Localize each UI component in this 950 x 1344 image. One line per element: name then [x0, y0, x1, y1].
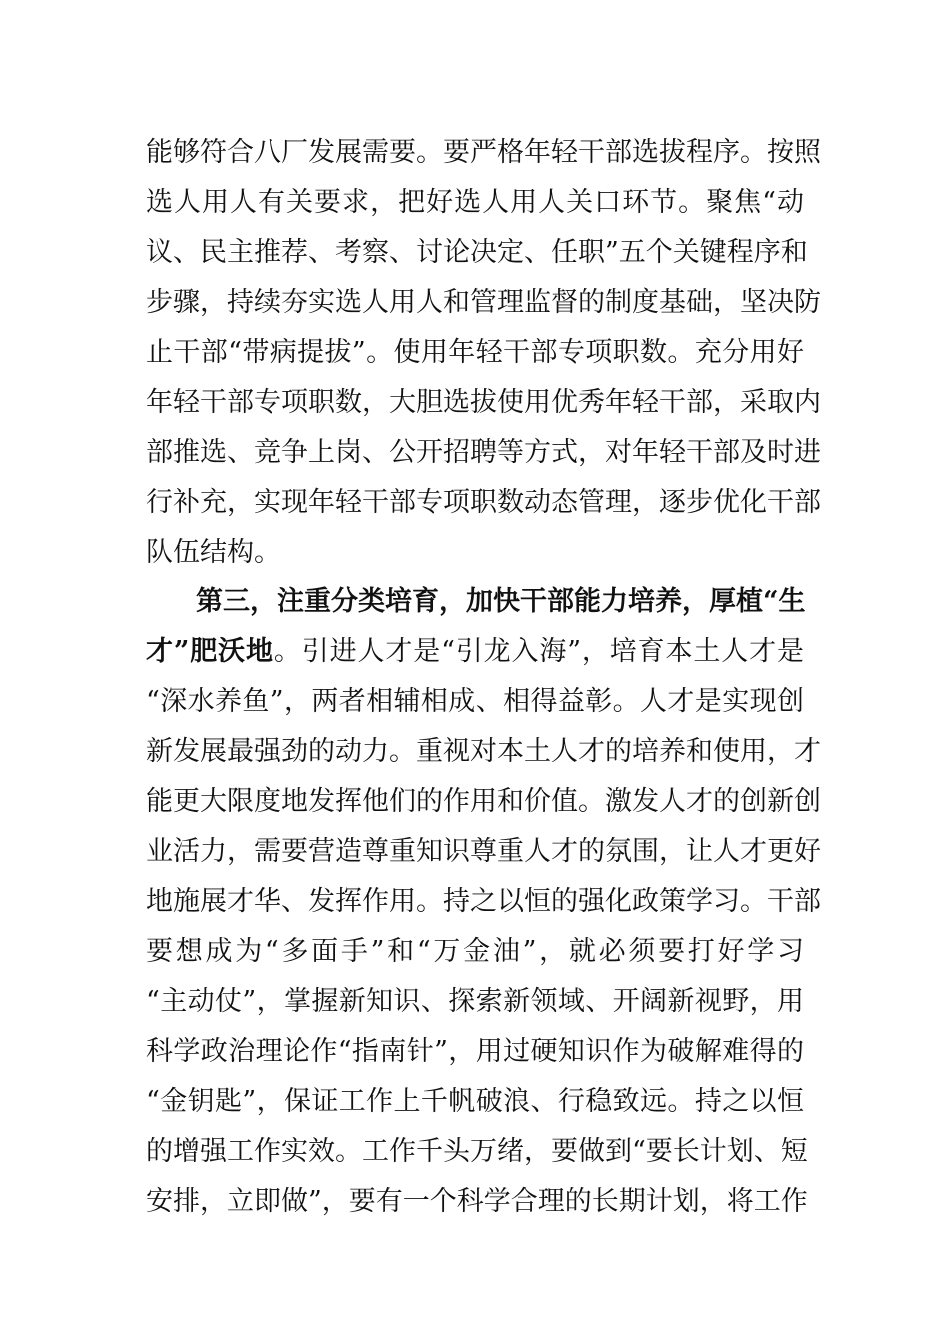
section-heading-end: 才”肥沃地	[146, 636, 274, 667]
text-line: 部推选、竞争上岗、公开招聘等方式，对年轻干部及时进	[146, 437, 821, 468]
text-line: “金钥匙”，保证工作上千帆破浪、行稳致远。持之以恒	[146, 1086, 804, 1117]
text-line: 要想成为“多面手”和“万金油”，就必须要打好学习	[146, 936, 804, 967]
text-line: 安排，立即做”，要有一个科学合理的长期计划，将工作	[146, 1186, 808, 1217]
text-line: 行补充，实现年轻干部专项职数动态管理，逐步优化干部	[146, 487, 821, 518]
text-line: 议、民主推荐、考察、讨论决定、任职”五个关键程序和	[146, 237, 808, 268]
text-line: 止干部“带病提拔”。使用年轻干部专项职数。充分用好	[146, 337, 804, 368]
text-line: 队伍结构。	[146, 537, 281, 568]
text-line: 能够符合八厂发展需要。要严格年轻干部选拔程序。按照	[146, 137, 821, 168]
text-line: 新发展最强劲的动力。重视对本土人才的培养和使用，才	[146, 736, 821, 767]
text-line: “深水养鱼”，两者相辅相成、相得益彰。人才是实现创	[146, 686, 804, 717]
section-heading: 第三，注重分类培育，加快干部能力培养，厚植“生	[196, 586, 806, 617]
text-line: “主动仗”，掌握新知识、探索新领域、开阔新视野，用	[146, 986, 804, 1017]
text-line: 业活力，需要营造尊重知识尊重人才的氛围，让人才更好	[146, 836, 821, 867]
text-line: 步骤，持续夯实选人用人和管理监督的制度基础，坚决防	[146, 287, 821, 318]
text-line: 地施展才华、发挥作用。持之以恒的强化政策学习。干部	[146, 886, 821, 917]
text-line	[146, 627, 804, 677]
text-line: 的增强工作实效。工作千头万绪，要做到“要长计划、短	[146, 1136, 808, 1167]
text-line: 能更大限度地发挥他们的作用和价值。激发人才的创新创	[146, 786, 821, 817]
text-run: 。引进人才是“引龙入海”，培育本土人才是	[273, 636, 805, 667]
text-line: 年轻干部专项职数，大胆选拔使用优秀年轻干部，采取内	[146, 387, 821, 418]
text-line: 科学政治理论作“指南针”，用过硬知识作为破解难得的	[146, 1036, 804, 1067]
text-line: 选人用人有关要求，把好选人用人关口环节。聚焦“动	[146, 187, 804, 218]
